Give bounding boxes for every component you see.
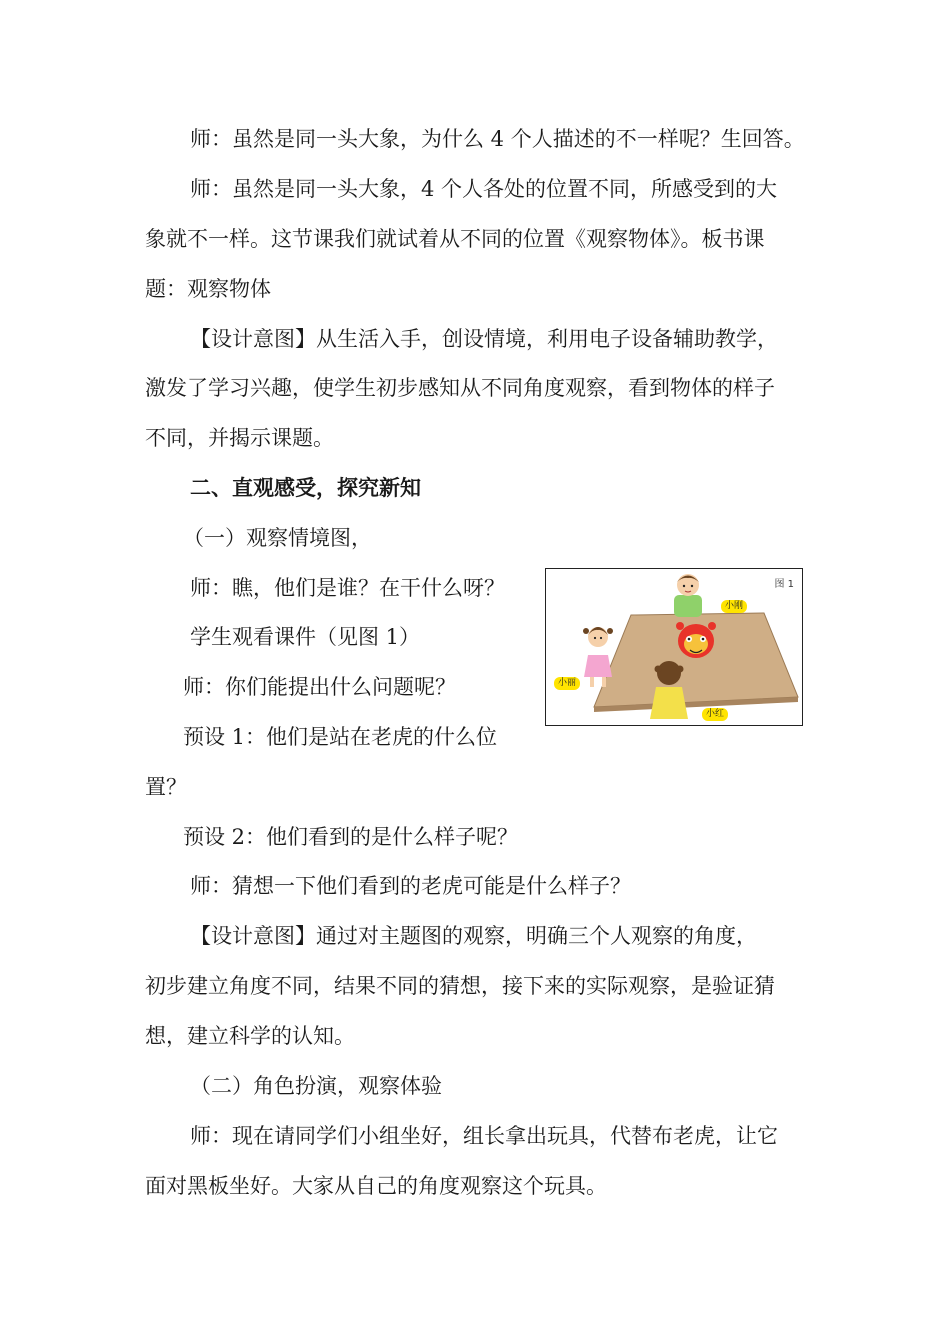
scene-illustration	[546, 569, 802, 725]
subsection-heading: （一）观察情境图，	[183, 526, 372, 550]
design-intent-line: 【设计意图】从生活入手，创设情境，利用电子设备辅助教学，	[190, 327, 778, 351]
paragraph-line: 不同，并揭示课题。	[145, 426, 334, 450]
paragraph-line: 想，建立科学的认知。	[145, 1024, 355, 1048]
paragraph-line: 师：瞧，他们是谁？在干什么呀？	[190, 576, 505, 600]
paragraph-line: 置？	[145, 775, 187, 799]
label-xiaoli: 小丽	[554, 677, 580, 690]
section-heading: 二、直观感受，探究新知	[190, 476, 421, 500]
boy-figure	[674, 574, 702, 617]
paragraph-line: 师：虽然是同一头大象，4 个人各处的位置不同，所感受到的大	[190, 177, 778, 201]
paragraph-line: 师：猜想一下他们看到的老虎可能是什么样子？	[190, 874, 631, 898]
paragraph-line: 面对黑板坐好。大家从自己的角度观察这个玩具。	[145, 1174, 607, 1198]
paragraph-line: 预设 2：他们看到的是什么样子呢？	[183, 825, 519, 849]
paragraph-line: 学生观看课件（见图 1）	[190, 625, 421, 649]
paragraph-line: 象就不一样。这节课我们就试着从不同的位置《观察物体》。板书课	[145, 227, 765, 251]
paragraph-line: 题：观察物体	[145, 277, 271, 301]
subsection-heading: （二）角色扮演，观察体验	[190, 1074, 442, 1098]
figure-number: 图 1	[774, 579, 794, 590]
girl-figure-bottom	[650, 661, 688, 719]
paragraph-line: 师：现在请同学们小组坐好，组长拿出玩具，代替布老虎，让它	[190, 1124, 778, 1148]
label-xiaogang: 小刚	[721, 600, 747, 613]
paragraph-line: 激发了学习兴趣，使学生初步感知从不同角度观察，看到物体的样子	[145, 376, 775, 400]
paragraph-line: 预设 1：他们是站在老虎的什么位	[183, 725, 498, 749]
figure-1-illustration	[545, 568, 803, 726]
paragraph-line: 师：你们能提出什么问题呢？	[183, 675, 456, 699]
paragraph-line: 师：虽然是同一头大象，为什么 4 个人描述的不一样呢？生回答。	[190, 127, 805, 151]
paragraph-line: 初步建立角度不同，结果不同的猜想，接下来的实际观察，是验证猜	[145, 974, 775, 998]
label-xiaohong: 小红	[702, 708, 728, 721]
design-intent-line: 【设计意图】通过对主题图的观察，明确三个人观察的角度，	[190, 924, 757, 948]
